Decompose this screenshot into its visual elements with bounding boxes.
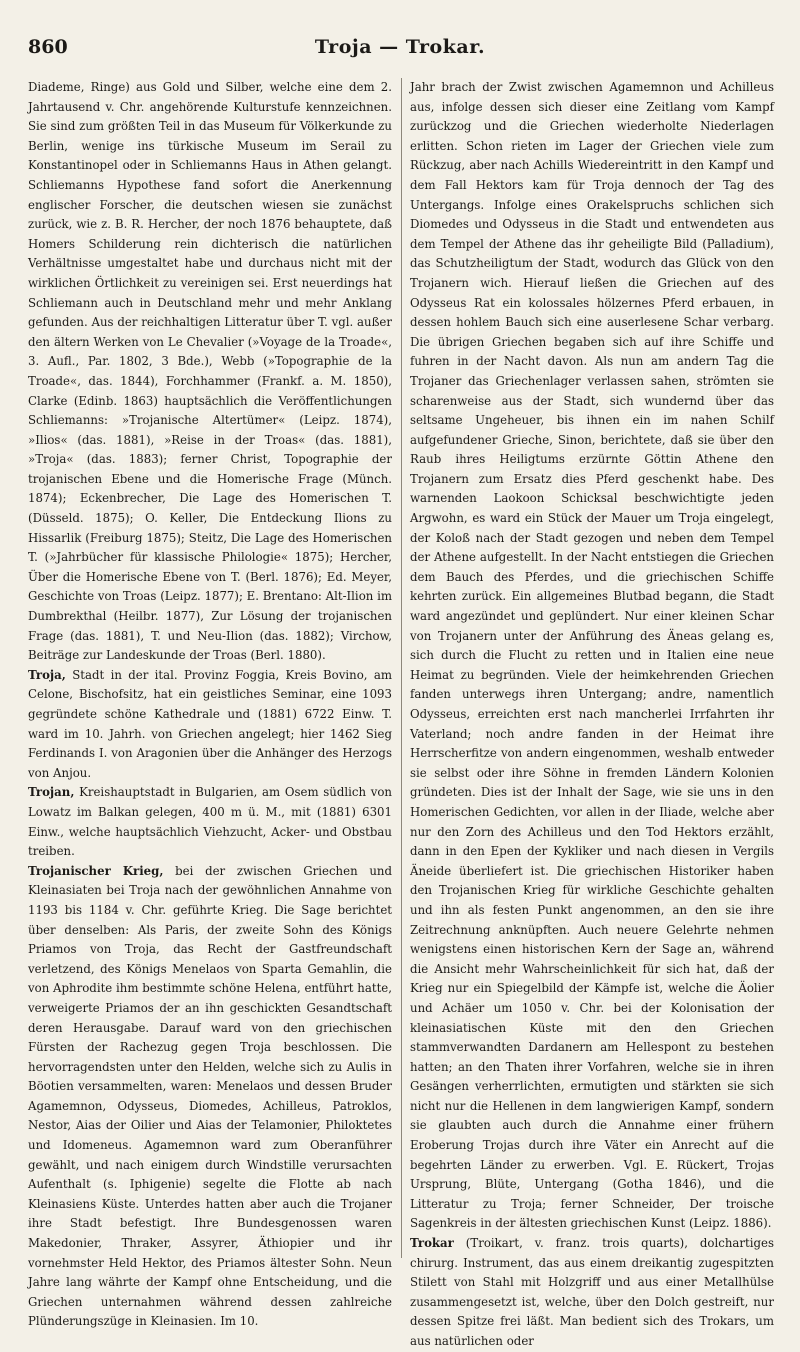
left-column xyxy=(28,78,392,1329)
running-head: Troja — Trokar. xyxy=(314,36,486,58)
entry-text: bei der zwischen Griechen und Kleinasiaten bei Troja nach der gewöhnlichen Annahme von 1193 bis 1184 v. Chr. geführte Krieg. Die Sage berichtet über denselben: Als Paris, der zweite Sohn des Königs Priamos von Troja, das Recht der Gastfreundschaft verletzend, des Königs Menelaos von Sparta Gemahlin, die von Aphrodite ihm bestimmte schöne Helena, entführt hatte, verweigerte Priamos der an ihn geschickten Gesandtschaft deren Herausgabe. Darauf ward von den griechischen Fürsten der Rachezug gegen Troja beschlossen. Die hervorragendsten unter den Helden, welche sich zu Aulis in Böotien versammelten, waren: Menelaos und dessen Bruder Agamemnon, Odysseus, Diomedes, Achilleus, Patroklos, Nestor, Aias der Oilier und Aias der Telamonier, Philoktetes und Idomeneus. Agamemnon ward zum Oberanführer gewählt, und nach einigem durch Windstille verursachten Aufenthalt (s. Iphigenie) segelte die Flotte ab nach Kleinasiens Küste. Unterdes hatten aber auch die Trojaner ihre Stadt befestigt. Ihre Bundesgenossen waren Makedonier, Thraker, Assyrer, Äthiopier und ihr vornehmster Held Hektor, des Priamos ältester Sohn. Neun Jahre lang währte der Kampf ohne Entscheidung, und die Griechen unternahmen während dessen zahlreiche Plünderungszüge in Kleinasien. Im 10. xyxy=(28,863,392,1329)
page-header xyxy=(28,36,772,66)
entry-text: (Troikart, v. franz. trois quarts), dolchartiges chirurg. Instrument, das aus einem dreikantig zugespitzten Stilett von Stahl mit Holzgriff und aus einer Metallhülse zusammengesetzt ist, welche, über den Dolch gestreift, nur dessen Spitze frei läßt. Man bedient sich des Trokars, um aus natürlichen oder xyxy=(410,1236,774,1348)
entry-troja-italy xyxy=(28,666,392,784)
entry-headword: Troja, xyxy=(28,667,66,682)
entry-headword: Trojan, xyxy=(28,785,75,800)
right-column xyxy=(410,78,774,1348)
text-columns xyxy=(28,78,774,1348)
entry-trojanischer-krieg xyxy=(28,862,392,1332)
entry-trokar xyxy=(410,1234,774,1352)
entry-text: Stadt in der ital. Provinz Foggia, Kreis Bovino, am Celone, Bischofsitz, hat ein geistliches Seminar, eine 1093 gegründete schöne Kathedrale und (1881) 6722 Einw. T. ward im 10. Jahrh. von Griechen angelegt; hier 1462 Sieg Ferdinands I. von Aragonien über die Anhänger des Herzogs von Anjou. xyxy=(28,667,392,780)
entry-trojan xyxy=(28,783,392,861)
column-divider xyxy=(401,78,402,1258)
entry-headword: Trokar xyxy=(410,1236,454,1251)
entry-trojanischer-krieg-continued: Jahr brach der Zwist zwischen Agamemnon und Achilleus aus, infolge dessen sich dieser eine Zeitlang vom Kampf zurückzog und die Griechen wiederholte Niederlagen erlitten. Schon rieten im Lager der Griechen viele zum Rückzug, aber nach Achills Wiedereintritt in den Kampf und dem Fall Hektors kam für Troja dennoch der Tag des Untergangs. Infolge eines Orakelspruchs schlichen sich Diomedes und Odysseus in die Stadt und entwendeten aus dem Tempel der Athene das ihr geheiligte Bild (Palladium), das Schutzheiligtum der Stadt, wodurch das Glück von den Trojanern wich. Hierauf ließen die Griechen auf des Odysseus Rat ein kolossales hölzernes Pferd erbauen, in dessen hohlem Bauch sich eine auserlesene Schar verbarg. Die übrigen Griechen begaben sich auf ihre Schiffe und fuhren in der Nacht davon. Als nun am andern Tag die Trojaner das Griechenlager verlassen sahen, strömten sie scharenweise aus der Stadt, sich wundernd über das seltsame Ungeheuer, bis ihnen ein im nahen Schilf aufgefundener Grieche, Sinon, berichtete, daß sie über den Raub ihres Heiligtums erzürnte Göttin Athene den Trojanern zum Ersatz dies Pferd geschenkt habe. Des warnenden Laokoon Schicksal beschwichtigte jeden Argwohn, es ward ein Stück der Mauer um Troja eingelegt, der Koloß nach der Stadt gezogen und neben dem Tempel der Athene aufgestellt. In der Nacht entstiegen die Griechen dem Bauch des Pferdes, und die griechischen Schiffe kehrten zurück. Ein allgemeines Blutbad begann, die Stadt ward angezündet und geplündert. Nur einer kleinen Schar von Trojanern unter der Anführung des Äneas gelang es, sich durch die Flucht zu retten und in Italien eine neue Heimat zu begründen. Viele der heimkehrenden Griechen fanden unterwegs ihren Untergang; andre, namentlich Odysseus, erreichten erst nach mancherlei Irrfahrten ihr Vaterland; noch andre fanden in der Heimat ihre Herrscherfitze von andern eingenommen, weshalb entweder sie selbst oder ihre Söhne in fremden Ländern Kolonien gründeten. Dies ist der Inhalt der Sage, wie sie uns in den Homerischen Gedichten, vor allen in der Iliade, welche aber nur den Zorn des Achilleus und den Tod Hektors erzählt, dann in den Epen der Kykliker und nach diesen in Vergils Äneide überliefert ist. Die griechischen Historiker haben den Trojanischen Krieg für wirkliche Geschichte gehalten und ihn als festen Punkt angenommen, an den sie ihre Zeitrechnung anknüpften. Auch neuere Gelehrte nehmen wenigstens einen historischen Kern der Sage an, während die Ansicht mehr Wahrscheinlichkeit für sich hat, daß der Krieg nur ein Spiegelbild der Kämpfe ist, welche die Äolier und Achäer um 1050 v. Chr. bei der Kolonisation der kleinasiatischen Küste mit den den Griechen stammverwandten Dardanern am Hellespont zu bestehen hatten; an den Thaten ihrer Vorfahren, welche sie in ihren Gesängen verherrlichten, ermutigten und stärkten sie sich nicht nur die Hellenen in dem langwierigen Kampf, sondern sie glaubten auch durch die Annahme einer frühern Eroberung Trojas durch ihre Väter ein Anrecht auf die begehrten Länder zu erwerben. Vgl. E. Rückert, Trojas Ursprung, Blüte, Untergang (Gotha 1846), und die Litteratur zu Troja; ferner Schneider, Der troische Sagenkreis in der ältesten griechischen Kunst (Leipz. 1886). xyxy=(410,80,774,1231)
entry-troja-continued: Diademe, Ringe) aus Gold und Silber, welche eine dem 2. Jahrtausend v. Chr. angehörende Kulturstufe kennzeichnen. Sie sind zum größten Teil in das Museum für Völkerkunde zu Berlin, wenige ins türkische Museum im Serail zu Konstantinopel oder in Schliemanns Haus in Athen gelangt. Schliemanns Hypothese fand sofort die Anerkennung englischer Forscher, die deutschen wiesen sie zunächst zurück, wie z. B. R. Hercher, der noch 1876 behauptete, daß Homers Schilderung rein dichterisch die natürlichen Verhältnisse umgestaltet habe und durchaus nicht mit der wirklichen Örtlichkeit zu vereinigen sei. Erst neuerdings hat Schliemann auch in Deutschland mehr und mehr Anklang gefunden. Aus der reichhaltigen Litteratur über T. vgl. außer den ältern Werken von Le Chevalier (»Voyage de la Troade«, 3. Aufl., Par. 1802, 3 Bde.), Webb (»Topographie de la Troade«, das. 1844), Forchhammer (Frankf. a. M. 1850), Clarke (Edinb. 1863) hauptsächlich die Veröffentlichungen Schliemanns: »Trojanische Altertümer« (Leipz. 1874), »Ilios« (das. 1881), »Reise in der Troas« (das. 1881), »Troja« (das. 1883); ferner Christ, Topographie der trojanischen Ebene und die Homerische Frage (Münch. 1874); Eckenbrecher, Die Lage des Homerischen T. (Düsseld. 1875); O. Keller, Die Entdeckung Ilions zu Hissarlik (Freiburg 1875); Steitz, Die Lage des Homerischen T. (»Jahrbücher für klassische Philologie« 1875); Hercher, Über die Homerische Ebene von T. (Berl. 1876); Ed. Meyer, Geschichte von Troas (Leipz. 1877); E. Brentano: Alt-Ilion im Dumbrekthal (Heilbr. 1877), Zur Lösung der trojanischen Frage (das. 1881), T. und Neu-Ilion (das. 1882); Virchow, Beiträge zur Landeskunde der Troas (Berl. 1880). xyxy=(28,80,392,663)
page-number: 860 xyxy=(28,36,68,58)
entry-headword: Trojanischer Krieg, xyxy=(28,863,164,878)
entry-text: Kreishauptstadt in Bulgarien, am Osem südlich von Lowatz im Balkan gelegen, 400 m ü. M., mit (1881) 6301 Einw., welche hauptsächlich Viehzucht, Acker- und Obstbau treiben. xyxy=(28,785,392,859)
